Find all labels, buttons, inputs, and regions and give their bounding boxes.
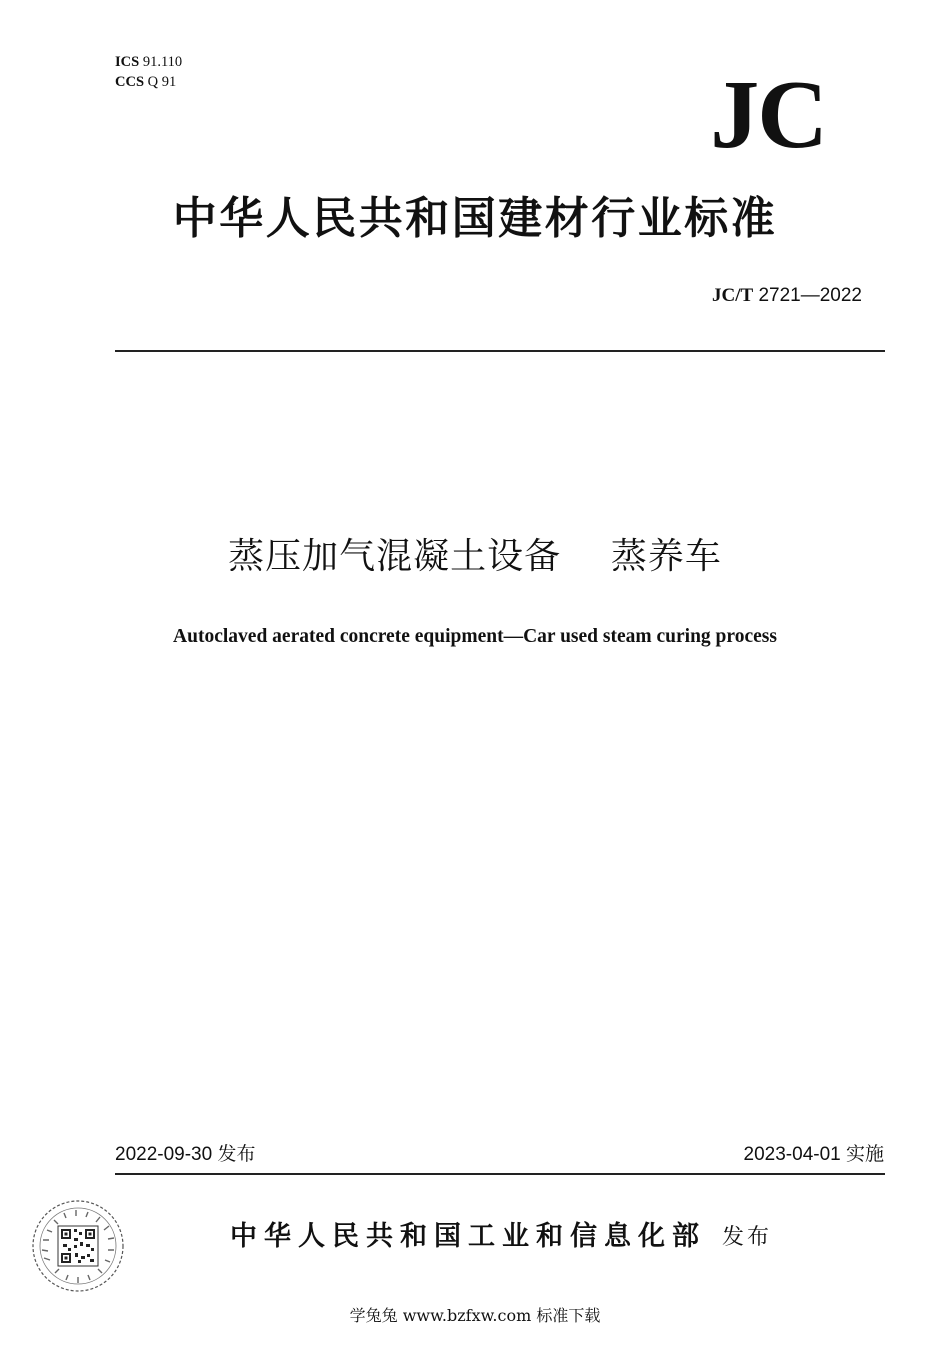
jc-logo: JC (710, 61, 826, 169)
ics-code (115, 52, 182, 72)
footer-watermark: 学兔兔 www.bzfxw.com 标准下载 (349, 1306, 601, 1325)
ccs-label: CCS (115, 74, 145, 90)
classification-codes (115, 52, 182, 92)
top-divider (115, 350, 885, 352)
ics-value: 91.110 (142, 54, 183, 70)
ics-label: ICS (115, 54, 140, 70)
ccs-value: Q 91 (147, 74, 177, 90)
circular-qr-seal-icon (30, 1198, 126, 1294)
issue-date: 2022-09-30 发布 (115, 1144, 256, 1165)
standard-number-prefix: JC/T (711, 285, 754, 306)
ccs-code (115, 72, 182, 92)
document-title-en: Autoclaved aerated concrete equipment—Car used steam curing process (173, 626, 777, 647)
standard-number (712, 284, 862, 308)
standard-category-title: 中华人民共和国建材行业标准 (172, 193, 778, 244)
issuing-action: 发布 (722, 1225, 773, 1250)
implementation-date: 2023-04-01 实施 (743, 1144, 884, 1165)
standard-number-value: 2721—2022 (758, 285, 862, 306)
bottom-divider (115, 1173, 885, 1175)
document-title-cn: 蒸压加气混凝土设备 蒸养车 (228, 536, 722, 577)
issuing-authority: 中华人民共和国工业和信息化部 (230, 1221, 706, 1252)
